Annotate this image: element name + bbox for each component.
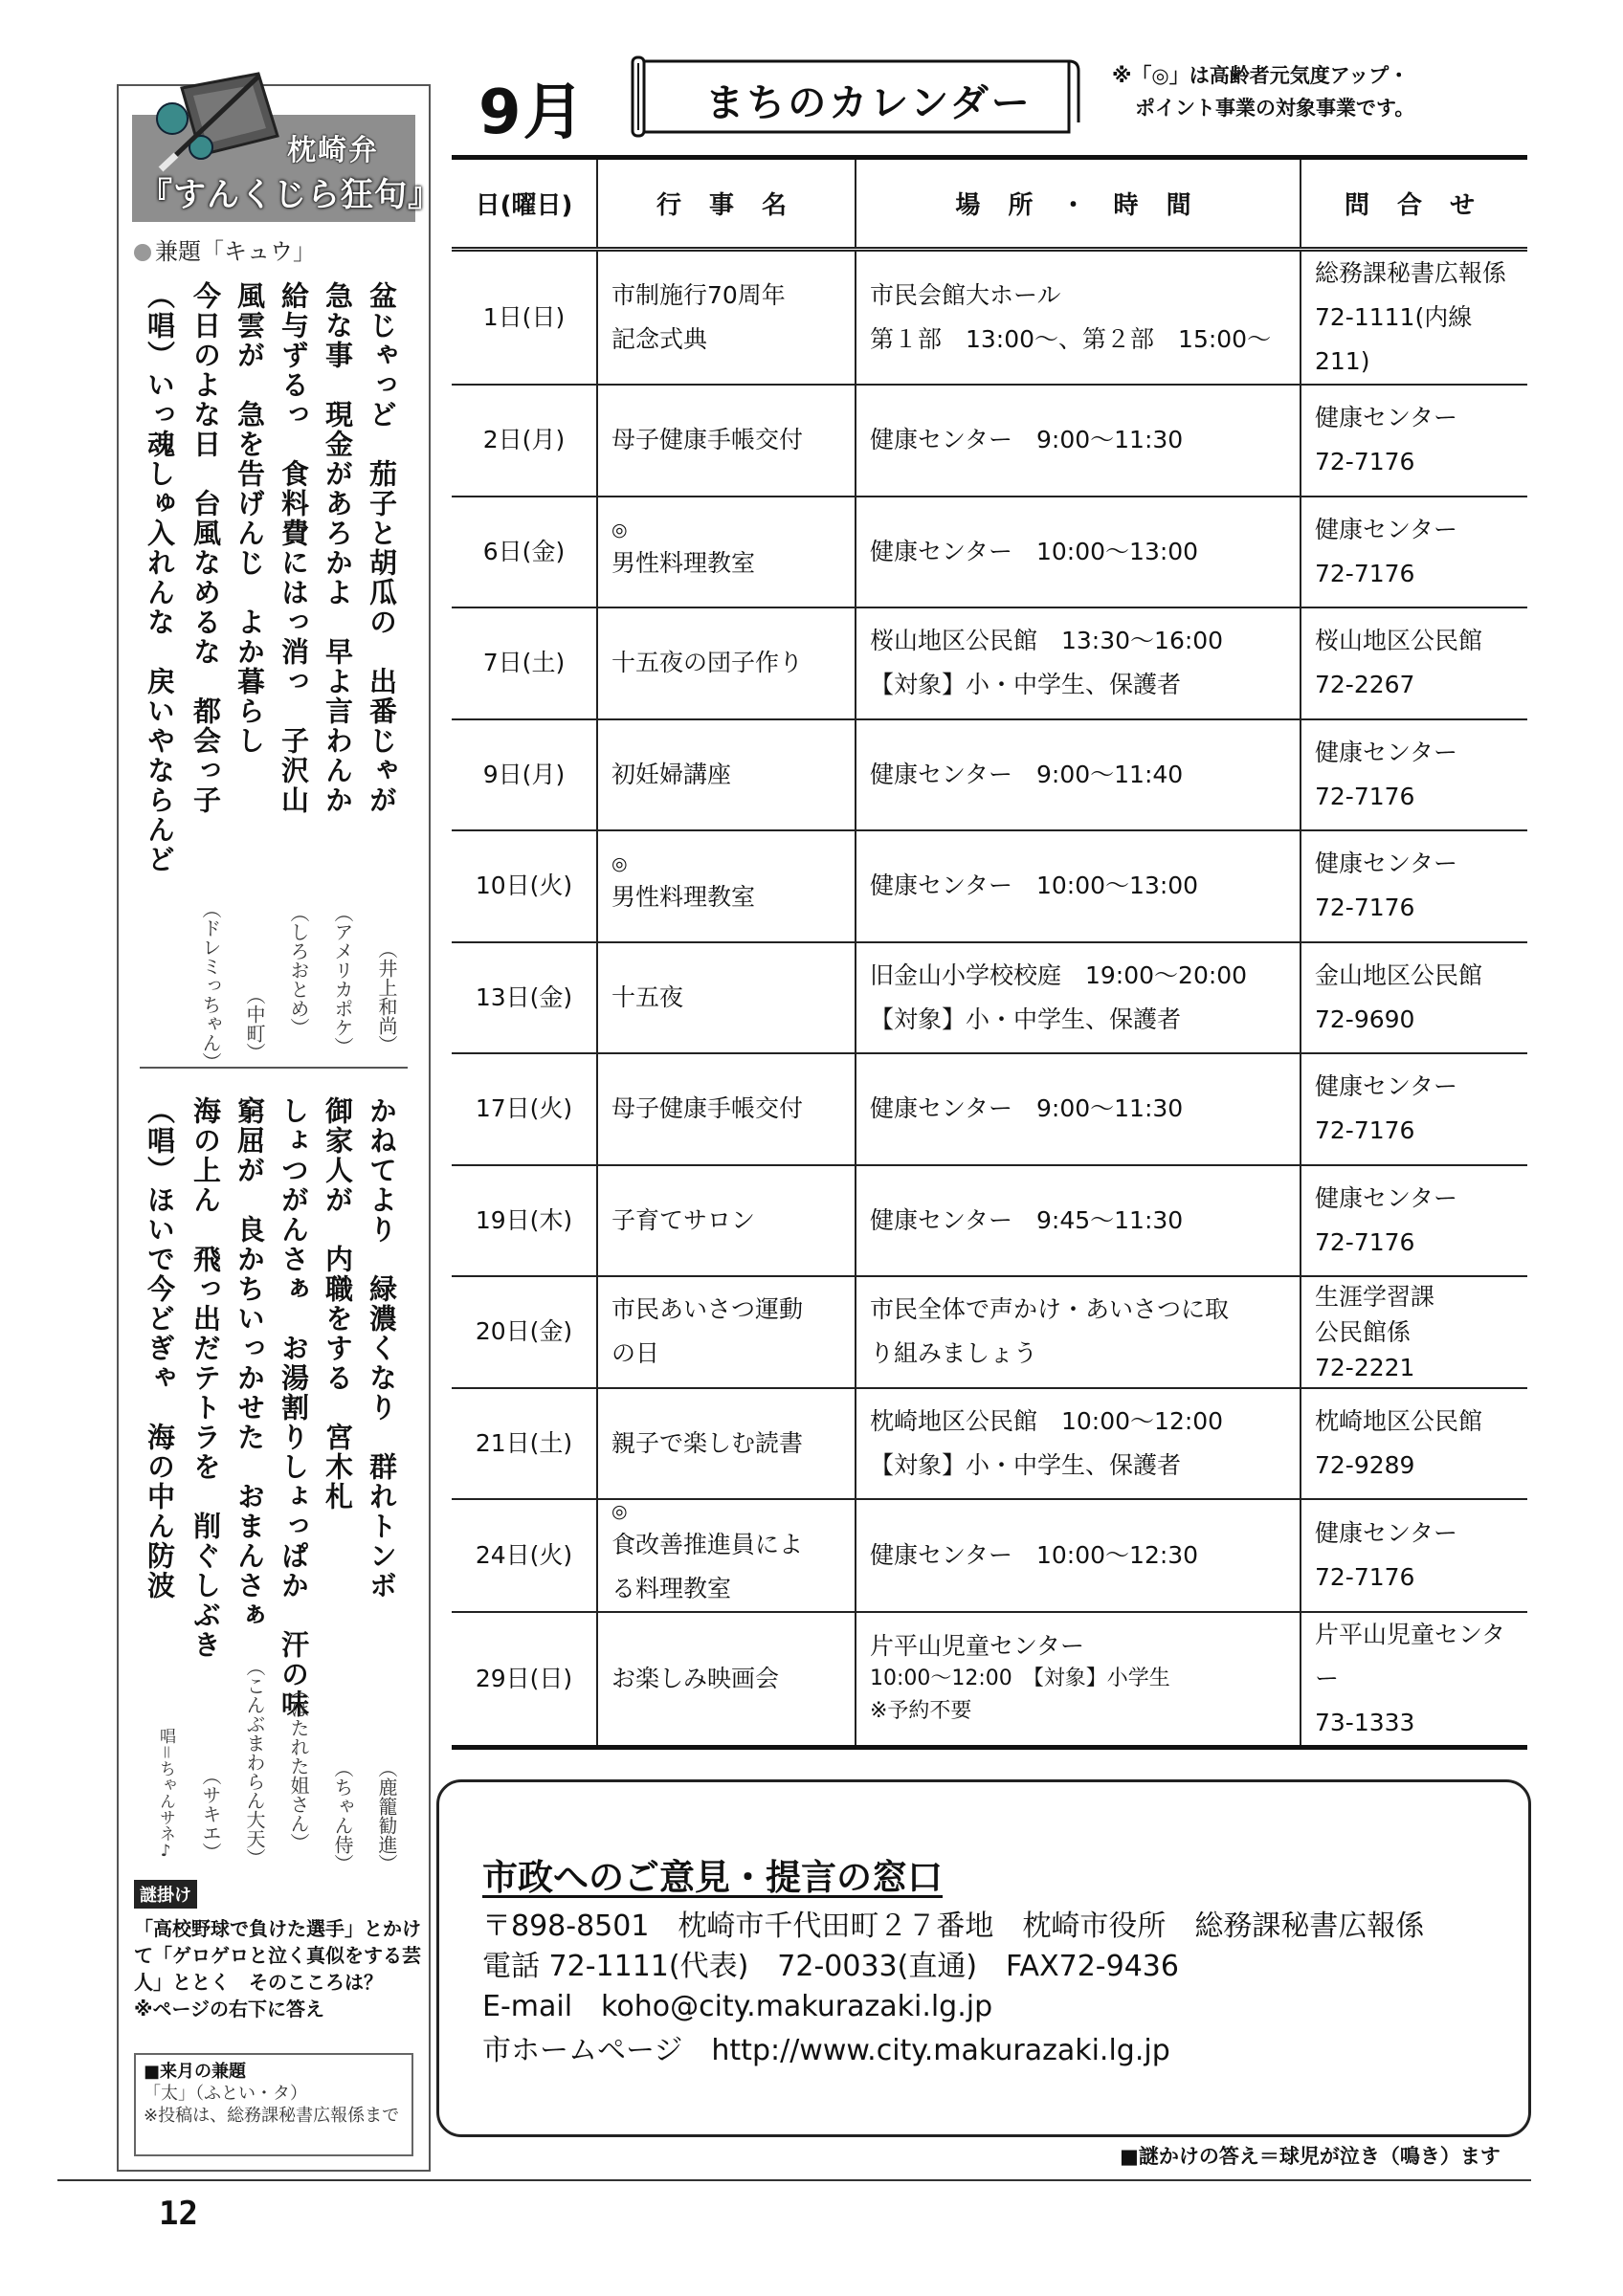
event-contact-cell bbox=[1301, 1388, 1527, 1500]
event-contact-cell bbox=[1301, 250, 1527, 386]
next-theme-box bbox=[134, 2053, 413, 2156]
event-contact: 健康センター bbox=[1315, 1519, 1458, 1547]
event-contact-cell bbox=[1301, 1612, 1527, 1748]
poem-line: 今日のよな日 台風なめるな 都会っ子 bbox=[189, 281, 222, 815]
event-place-time: 健康センター 9:00～11:30 bbox=[870, 426, 1184, 454]
senior-point-mark-icon: ◎ bbox=[611, 519, 628, 541]
poem-line: 風雲が 急を告げんじ よか暮らし bbox=[233, 281, 266, 756]
event-contact: 生涯学習課 bbox=[1315, 1282, 1435, 1311]
table-row bbox=[452, 719, 1527, 831]
poem-author: （ドレミっちゃん） bbox=[199, 899, 222, 1071]
event-place-time: 【対象】小・中学生、保護者 bbox=[870, 671, 1182, 699]
event-contact: 72-7176 bbox=[1315, 448, 1415, 476]
poem-author: （アメリカポケ） bbox=[331, 903, 354, 1056]
event-date: 7日(土) bbox=[452, 607, 597, 719]
event-name-cell bbox=[597, 1612, 856, 1748]
legend-note-line: ※「◎」は高齢者元気度アップ・ bbox=[1112, 64, 1410, 87]
event-contact-cell bbox=[1301, 1499, 1527, 1612]
event-name-cell bbox=[597, 250, 856, 386]
poem-line: 御家人が 内職をする 宮木札 bbox=[322, 1096, 354, 1512]
event-place-time-cell bbox=[856, 385, 1301, 497]
event-name: 子育てサロン bbox=[611, 1205, 756, 1234]
event-contact: 健康センター bbox=[1315, 515, 1458, 543]
table-header-row bbox=[452, 158, 1527, 250]
event-contact: 片平山児童センター bbox=[1315, 1621, 1506, 1692]
poem-line: （唱）ほいで今どぎゃ 海の中ん防波 bbox=[144, 1096, 176, 1601]
legend-note-line: ポイント事業の対象事業です。 bbox=[1135, 97, 1415, 120]
table-row bbox=[452, 942, 1527, 1054]
table-row bbox=[452, 1612, 1527, 1748]
event-contact: 72-2267 bbox=[1315, 671, 1415, 699]
event-contact-cell bbox=[1301, 830, 1527, 942]
poem-line: 給与ずるっ 食料費にはっ消っ 子沢山 bbox=[278, 281, 310, 815]
event-place-time: ※予約不要 bbox=[870, 1699, 972, 1723]
calendar-title: まちのカレンダー bbox=[705, 81, 1033, 125]
column-header-date: 日(曜日) bbox=[452, 158, 597, 250]
event-contact-cell bbox=[1301, 497, 1527, 608]
event-name-cell bbox=[597, 1053, 856, 1165]
event-contact: 桜山地区公民館 bbox=[1315, 627, 1483, 655]
bullet-icon bbox=[134, 244, 151, 261]
sidebar-title-senryu: 『すんくじら狂句』 bbox=[140, 176, 441, 214]
event-name-cell bbox=[597, 1165, 856, 1277]
table-row bbox=[452, 607, 1527, 719]
event-contact: 72-9289 bbox=[1315, 1450, 1415, 1479]
event-place-time: り組みましょう bbox=[870, 1339, 1038, 1368]
ink-stone-brush-icon bbox=[144, 69, 287, 174]
event-place-time: 枕崎地区公民館 10:00～12:00 bbox=[870, 1406, 1224, 1435]
event-contact: 公民館係 bbox=[1315, 1317, 1412, 1346]
poem-author: （サキエ） bbox=[199, 1766, 222, 1862]
event-date: 19日(木) bbox=[452, 1165, 597, 1277]
table-row bbox=[452, 497, 1527, 608]
event-place-time-cell bbox=[856, 1499, 1301, 1612]
contact-email[interactable]: E-mail koho@city.makurazaki.lg.jp bbox=[482, 1990, 993, 2023]
poem-line: 盆じゃっど 茄子と胡瓜の 出番じゃが bbox=[366, 281, 398, 815]
senior-point-mark-icon: ◎ bbox=[611, 853, 628, 875]
column-header-event: 行 事 名 bbox=[597, 158, 856, 250]
event-name: 男性料理教室 bbox=[611, 548, 756, 577]
event-place-time-cell bbox=[856, 942, 1301, 1054]
riddle-label: 謎掛け bbox=[134, 1880, 197, 1909]
contact-homepage[interactable]: 市ホームページ http://www.city.makurazaki.lg.jp bbox=[482, 2034, 1170, 2067]
event-contact: 総務課秘書広報係 bbox=[1315, 259, 1507, 287]
event-place-time: 健康センター 9:00～11:30 bbox=[870, 1094, 1184, 1123]
sidebar-theme bbox=[134, 232, 316, 266]
poem-author: （しろおとめ） bbox=[287, 903, 310, 1037]
next-theme: 「太」（ふとい・タ） bbox=[144, 2084, 307, 2104]
event-name-cell bbox=[597, 719, 856, 831]
table-row bbox=[452, 1388, 1527, 1500]
table-row bbox=[452, 250, 1527, 386]
sidebar-divider bbox=[140, 1067, 408, 1069]
poem-line: 窮屈が 良かちいっかせた おまんさぁ bbox=[233, 1096, 266, 1630]
event-date: 29日(日) bbox=[452, 1612, 597, 1748]
event-name-cell bbox=[597, 1388, 856, 1500]
event-place-time: 健康センター 9:45～11:30 bbox=[870, 1205, 1184, 1234]
event-date: 9日(月) bbox=[452, 719, 597, 831]
event-date: 20日(金) bbox=[452, 1276, 597, 1388]
event-date: 21日(土) bbox=[452, 1388, 597, 1500]
contact-title: 市政へのご意見・提言の窓口 bbox=[482, 1857, 943, 1898]
table-row bbox=[452, 385, 1527, 497]
event-name: 記念式典 bbox=[611, 325, 708, 353]
event-name: 十五夜の団子作り bbox=[611, 649, 804, 677]
event-place-time: 健康センター 9:00～11:40 bbox=[870, 760, 1184, 788]
event-contact: 健康センター bbox=[1315, 404, 1458, 432]
riddle-question: 「高校野球で負けた選手」とかけて「ゲロゲロと泣く真似をする芸人」ととく そのこころは？ bbox=[134, 1917, 421, 1994]
event-place-time: 旧金山小学校校庭 19:00～20:00 bbox=[870, 960, 1248, 989]
event-date: 1日(日) bbox=[452, 250, 597, 386]
event-date: 13日(金) bbox=[452, 942, 597, 1054]
event-contact: 健康センター bbox=[1315, 738, 1458, 766]
poem-author: 唱＝ちゃんサネ♪ bbox=[156, 1728, 175, 1861]
event-contact: 72-7176 bbox=[1315, 1563, 1415, 1591]
event-contact-cell bbox=[1301, 1165, 1527, 1277]
table-row bbox=[452, 830, 1527, 942]
next-theme-label: ■来月の兼題 bbox=[144, 2062, 247, 2082]
event-contact: 健康センター bbox=[1315, 850, 1458, 878]
poem-line: （唱）いっ魂しゅ入れんな 戻いやならんど bbox=[144, 281, 176, 874]
event-place-time-cell bbox=[856, 607, 1301, 719]
event-name-cell bbox=[597, 385, 856, 497]
event-place-time: 【対象】小・中学生、保護者 bbox=[870, 1004, 1182, 1033]
event-name: 男性料理教室 bbox=[611, 883, 756, 912]
event-contact-cell bbox=[1301, 385, 1527, 497]
poem-line: かねてより 緑濃くなり 群れトンボ bbox=[366, 1096, 398, 1601]
event-contact: 72-7176 bbox=[1315, 1227, 1415, 1256]
poem-author: （こんぶまわらん大天） bbox=[243, 1657, 266, 1867]
event-contact: 72-1111(内線211) bbox=[1315, 303, 1473, 375]
legend-note bbox=[1112, 59, 1495, 124]
event-name-cell bbox=[597, 1499, 856, 1612]
event-place-time: 健康センター 10:00～13:00 bbox=[870, 537, 1199, 565]
poem-author: （ほたれた姐さん） bbox=[287, 1680, 310, 1852]
table-row bbox=[452, 1499, 1527, 1612]
poem-author: （中町） bbox=[243, 985, 266, 1062]
event-contact: 72-7176 bbox=[1315, 1116, 1415, 1145]
sidebar-title-dialect: 枕崎弁 bbox=[287, 134, 379, 167]
event-contact-cell bbox=[1301, 1053, 1527, 1165]
poem-line: しょつがんさぁ お湯割りしょっぱか 汗の味 bbox=[278, 1096, 310, 1719]
column-header-place-time: 場 所 ・ 時 間 bbox=[856, 158, 1301, 250]
event-date: 10日(火) bbox=[452, 830, 597, 942]
event-contact: 73-1333 bbox=[1315, 1709, 1415, 1736]
event-place-time-cell bbox=[856, 1612, 1301, 1748]
event-name-cell bbox=[597, 497, 856, 608]
event-place-time-cell bbox=[856, 1165, 1301, 1277]
event-place-time: 桜山地区公民館 13:30～16:00 bbox=[870, 627, 1224, 655]
theme-text: 兼題「キュウ」 bbox=[155, 238, 316, 265]
riddle-answer: ■謎かけの答え＝球児が泣き（鳴き）ます bbox=[1120, 2145, 1501, 2168]
event-place-time: 健康センター 10:00～13:00 bbox=[870, 872, 1199, 900]
event-name: 母子健康手帳交付 bbox=[611, 1094, 804, 1123]
event-name-cell bbox=[597, 942, 856, 1054]
page-number: 12 bbox=[159, 2195, 198, 2233]
event-place-time-cell bbox=[856, 497, 1301, 608]
event-contact-cell bbox=[1301, 942, 1527, 1054]
poem-line: 海の上ん 飛っ出だテトラを 削ぐしぶき bbox=[189, 1096, 222, 1660]
event-contact: 72-7176 bbox=[1315, 782, 1415, 810]
month-label: 9月 bbox=[478, 77, 587, 148]
event-place-time: 市民全体で声かけ・あいさつに取 bbox=[870, 1295, 1230, 1324]
event-place-time-cell bbox=[856, 830, 1301, 942]
event-contact: 72-9690 bbox=[1315, 1004, 1415, 1033]
event-name: 親子で楽しむ読書 bbox=[611, 1428, 804, 1457]
event-place-time-cell bbox=[856, 250, 1301, 386]
event-place-time-cell bbox=[856, 1388, 1301, 1500]
senior-point-mark-icon: ◎ bbox=[611, 1501, 628, 1522]
event-contact: 金山地区公民館 bbox=[1315, 960, 1483, 989]
event-name: 初妊婦講座 bbox=[611, 760, 732, 788]
event-date: 17日(火) bbox=[452, 1053, 597, 1165]
event-place-time-cell bbox=[856, 1276, 1301, 1388]
event-contact: 枕崎地区公民館 bbox=[1315, 1406, 1483, 1435]
event-place-time: 10:00～12:00 【対象】小学生 bbox=[870, 1667, 1170, 1690]
event-place-time-cell bbox=[856, 719, 1301, 831]
table-row bbox=[452, 1165, 1527, 1277]
table-row bbox=[452, 1053, 1527, 1165]
event-name: る料理教室 bbox=[611, 1575, 732, 1602]
event-name-cell bbox=[597, 830, 856, 942]
poem-author: （鹿籠勧進） bbox=[375, 1758, 398, 1873]
event-place-time-cell bbox=[856, 1053, 1301, 1165]
event-name: 母子健康手帳交付 bbox=[611, 426, 804, 454]
event-name: 市民あいさつ運動 bbox=[611, 1295, 804, 1324]
event-place-time: 市民会館大ホール bbox=[870, 281, 1061, 309]
event-date: 6日(金) bbox=[452, 497, 597, 608]
event-name: の日 bbox=[611, 1339, 660, 1368]
event-place-time: 片平山児童センター bbox=[870, 1632, 1085, 1660]
event-contact: 72-2221 bbox=[1315, 1353, 1415, 1381]
event-date: 24日(火) bbox=[452, 1499, 597, 1612]
event-contact-cell bbox=[1301, 1276, 1527, 1388]
riddle-note: ※ページの右下に答え bbox=[134, 1998, 325, 2020]
event-contact: 健康センター bbox=[1315, 1183, 1458, 1212]
event-date: 2日(月) bbox=[452, 385, 597, 497]
event-place-time: 健康センター 10:00～12:30 bbox=[870, 1541, 1199, 1569]
contact-address: 〒898-8501 枕崎市千代田町２７番地 枕崎市役所 総務課秘書広報係 bbox=[482, 1910, 1425, 1943]
event-contact: 健康センター bbox=[1315, 1072, 1458, 1101]
event-calendar-table bbox=[452, 155, 1527, 1750]
poem-author: （ちゃん侍） bbox=[331, 1758, 354, 1873]
event-place-time: 第１部 13:00～、第２部 15:00～ bbox=[870, 325, 1272, 353]
event-name-cell bbox=[597, 607, 856, 719]
event-name: 市制施行70周年 bbox=[611, 281, 786, 309]
event-name: 十五夜 bbox=[611, 982, 684, 1011]
table-body bbox=[452, 250, 1527, 1748]
event-name: 食改善推進員によ bbox=[611, 1531, 804, 1558]
event-contact: 72-7176 bbox=[1315, 894, 1415, 922]
contact-phone: 電話 72-1111(代表) 72-0033(直通) FAX72-9436 bbox=[482, 1950, 1179, 1983]
event-contact-cell bbox=[1301, 607, 1527, 719]
poem-line: 急な事 現金があろかよ 早よ言わんか bbox=[322, 281, 354, 815]
column-header-contact: 問 合 せ bbox=[1301, 158, 1527, 250]
poem-author: （井上和尚） bbox=[375, 939, 398, 1054]
event-name-cell bbox=[597, 1276, 856, 1388]
event-contact-cell bbox=[1301, 719, 1527, 831]
event-place-time: 【対象】小・中学生、保護者 bbox=[870, 1450, 1182, 1479]
event-contact: 72-7176 bbox=[1315, 559, 1415, 587]
footer-rule bbox=[57, 2179, 1531, 2181]
event-name: お楽しみ映画会 bbox=[611, 1665, 780, 1692]
table-row bbox=[452, 1276, 1527, 1388]
next-theme-note: ※投稿は、総務課秘書広報係まで bbox=[144, 2106, 400, 2126]
